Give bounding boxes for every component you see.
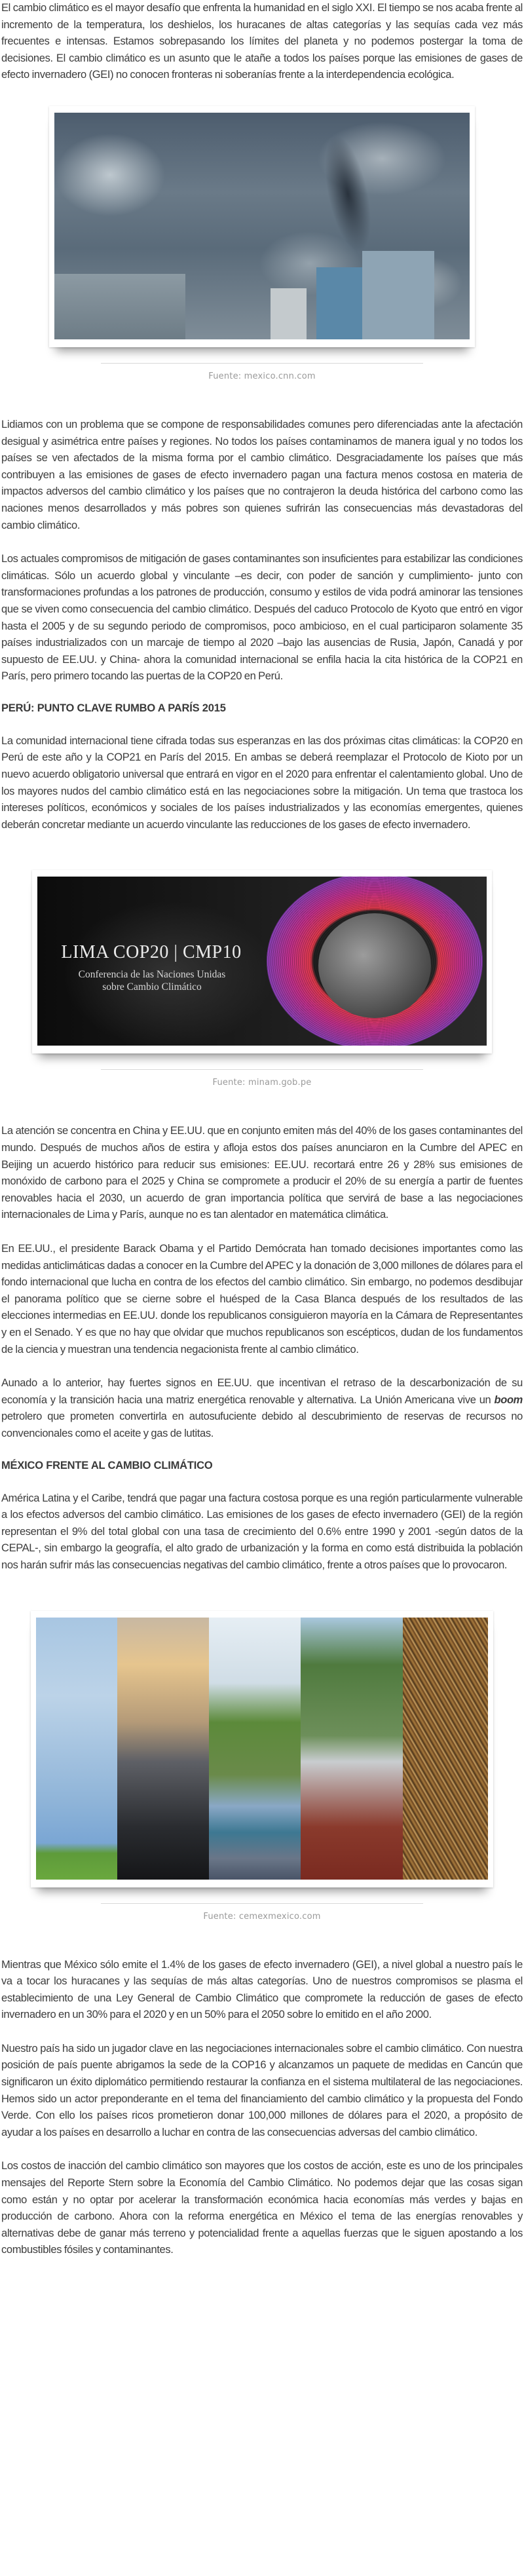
banner-subtitle xyxy=(50,968,253,993)
paragraph: Los costos de inacción del cambio climático son mayores que los costos de acción, este es uno de los principales mensajes del Reporte Stern sobre la Economía del Cambio Climático. No podemos dejar que las cosas sigan como están y no optar por acelerar la transformación económica hacia economías más verdes y bajas en producción de carbono. Ahora con la reforma energética en México el tema de las energías renovables y alternativas debe de ganar más terreno y potencialidad frente a aquellas fuerzas que le siguen apostando a los combustibles fósiles y contaminantes. xyxy=(1,2160,523,2256)
photo-frame xyxy=(49,106,475,347)
building xyxy=(316,267,362,339)
building xyxy=(362,251,434,339)
hydro-energy-strip xyxy=(209,1618,301,1880)
paragraph: En EE.UU., el presidente Barack Obama y el Partido Demócrata han tomado decisiones importantes como las medidas anticlimáticas dadas a conocer en la Cumbre del APEC y la donación de 3,000 millones de dólares para el fondo internacional que lucha en contra de los efectos del cambio climático. Sin embargo, no podemos desdibujar el panorama político que se cierne sobre el huésped de la Casa Blanca después de los resultados de las elecciones intermedias en EE.UU. donde los republicanos consiguieron mayoría en la Cámara de Representantes y en el Senado. Y es que no hay que olvidar que muchos republicanos son escépticos, dudan de los fundamentos de la ciencia y muestran una tendencia negacionista frente al cambio climático. xyxy=(1,1243,523,1355)
banner-subtitle-line: Conferencia de las Naciones Unidas xyxy=(78,969,226,981)
paragraph-boom xyxy=(1,1375,523,1442)
image-caption: Fuente: mexico.cnn.com xyxy=(208,371,316,381)
paragraph: Nuestro país ha sido un jugador clave en las negociaciones internacionales sobre el cambio climático. Con nuestra posición de país puente abrigamos la sede de la COP16 y alcanzamos un paquete de medidas en Cancún que significaron un éxito diplomático permitiendo restaurar la confianza en el sistema multilateral de las negociaciones. Hemos sido un actor preponderante en el tema del financiamiento del cambio climático y la propuesta del Fondo Verde. Con ello los países ricos prometieron donar 100,000 millones de dólares para el 2020, a propósito de ayudar a los países en desarrollo a luchar en contra de las consecuencias adversas del cambio climático. xyxy=(1,2042,523,2138)
biomass-energy-strip xyxy=(403,1618,488,1880)
paragraph: Mientras que México sólo emite el 1.4% de los gases de efecto invernadero (GEI), a nivel global a nuestro país le va a tocar los huracanes y las sequías de más altas categorías. Uno de nuestros compromisos se plasma el establecimiento de una Ley General de Cambio Climático que compromete la reducción de gases de efecto invernadero en un 30% para el 2020 y en un 50% para el 2050 sobre lo emitido en el año 2000. xyxy=(1,1958,523,2021)
photo-frame xyxy=(31,1611,493,1887)
paragraph: Los actuales compromisos de mitigación de gases contaminantes son insuficientes para estabilizar las condiciones climáticas. Sólo un acuerdo global y vinculante –es decir, con poder de sanción y cumplimiento- junto con transformaciones profundas a los patrones de producción, consumo y estilos de vida podrá aminorar las tensiones que se viven como consecuencia del cambio climático. Después del caduco Protocolo de Kyoto que entró en vigor hasta el 2005 y de su segundo periodo de compromisos, poco ambicioso, en el cual participaron solamente 35 países industrializados con un marcaje de tiempo al 2020 –bajo las ausencias de Rusia, Japón, Canadá y por supuesto de EE.UU. y China- ahora la comunidad internacional se enfila hacia la cita histórica de la COP21 en París, pero primero tocando las puertas de la COP20 en Perú. xyxy=(1,553,523,683)
building xyxy=(271,288,307,339)
paragraph: América Latina y el Caribe, tendrá que pagar una factura costosa porque es una región particularmente vulnerable a los efectos adversos del cambio climático. Las emisiones de los gases de efecto invernadero (GEI) de la región representan el 9% del total global con una tasa de crecimiento del 0.6% entre 1990 y 2001 -según datos de la CEPAL-, sin embargo la geografía, el alto grado de urbanización y la forma en como está distribuida la población nos harán sufrir más las consecuencias negativas del cambio climático, frente a otros países que lo provocaron. xyxy=(1,1492,523,1571)
paragraph: La comunidad internacional tiene cifrada todas sus esperanzas en las dos próximas citas climáticas: la COP20 en Perú de este año y la COP21 en París del 2015. En ambas se deberá reemplazar el Protocolo de Kioto por un nuevo acuerdo obligatorio universal que entrará en vigor en el 2020 para enfrentar el calentamiento global. Uno de los mayores nudos del cambio climático está en las negociaciones sobre la mitigación. Un tema que trastoca los intereses políticos, económicos y sociales de los países industrializados y las economías emergentes, quienes deberán concretar mediante un acuerdo vinculante las reducciones de los gases de efecto invernadero. xyxy=(1,734,523,831)
renewable-energy-collage xyxy=(36,1618,488,1880)
paragraph: Lidiamos con un problema que se compone de responsabilidades comunes pero diferenciadas ante la afectación desigual y asimétrica entre países y regiones. No todos los países contaminamos de manera igual y no todos los países se ven afectados de la misma forma por el cambio climático. Desgraciadamente los países que más contribuyen a las emisiones de gases de efecto invernadero pagan una factura menos costosa en materia de impactos adversos del cambio climático y los países que no contrajeron la deuda histórica del carbono como las naciones menos desarrollados y más pobres son quienes sufrirán las consecuencias más devastadoras del cambio climático. xyxy=(1,418,523,531)
caption-divider xyxy=(101,363,423,364)
paragraph: La atención se concentra en China y EE.UU. que en conjunto emiten más del 40% de los gases contaminantes del mundo. Después de muchos años de estira y afloja estos dos países anunciaron en la Cumbre del APEC en Beijing un acuerdo histórico para reducir sus emisiones: EE.UU. recortará entre 26 y 28% sus emisiones de monóxido de carbono para el 2025 y China se compromete a producir el 20% de su energía a partir de fuentes renovables hacia el 2030, un acuerdo de gran importancia política que servirá de base a las negociaciones internacionales de Lima y París, aunque no es tan alentador en matemática climática. xyxy=(1,1125,523,1221)
intro-paragraph: El cambio climático es el mayor desafío que enfrenta la humanidad en el siglo XXI. El tiempo se nos acaba frente al incremento de la temperatura, los deshielos, los huracanes de altas categorías y las sequías cada vez más frecuentes e intensas. Estamos sobrepasando los límites del planeta y no podemos postergar la toma de decisiones. El cambio climático es un asunto que le atañe a todos los países porque las emisiones de gases de efecto invernadero (GEI) no conocen fronteras ni soberanías frente a la interdependencia ecológica. xyxy=(1,2,523,81)
figure-cop20-banner xyxy=(1,850,523,1088)
image-caption: Fuente: cemexmexico.com xyxy=(203,1911,321,1922)
caption-divider xyxy=(101,1069,423,1070)
photo-frame xyxy=(32,870,492,1053)
section-heading-peru: PERÚ: PUNTO CLAVE RUMBO A PARÍS 2015 xyxy=(1,702,226,714)
banner-title: LIMA COP20 | CMP10 xyxy=(61,942,242,963)
section-heading-mexico: MÉXICO FRENTE AL CAMBIO CLIMÁTICO xyxy=(1,1459,213,1471)
smoke-plume xyxy=(288,113,390,269)
solar-energy-strip xyxy=(117,1618,209,1880)
figure-renewable-energy xyxy=(1,1591,523,1922)
image-caption: Fuente: minam.gob.pe xyxy=(212,1078,312,1088)
text-span: petrolero que prometen convertirla en autosufuciente debido al descubrimiento de reservas de recursos no convencionales como el aceite y gas de lutitas. xyxy=(1,1411,523,1439)
emphasis-boom: boom xyxy=(494,1393,523,1406)
cop20-banner-image xyxy=(37,877,487,1046)
geothermal-energy-strip xyxy=(301,1618,403,1880)
banner-subtitle-line: sobre Cambio Climático xyxy=(102,981,202,993)
wind-energy-strip xyxy=(36,1618,117,1880)
building xyxy=(54,274,185,339)
farmer-photo xyxy=(318,913,431,1018)
figure-industrial-storm xyxy=(1,101,523,381)
text-span: Aunado a lo anterior, hay fuertes signos en EE.UU. que incentivan el retraso de la descarbonización de su economía y la transición hacia una matriz energética renovable y alternativa. La Unión Americana vive un xyxy=(1,1377,523,1406)
caption-divider xyxy=(101,1903,423,1904)
industrial-storm-image xyxy=(54,113,470,339)
